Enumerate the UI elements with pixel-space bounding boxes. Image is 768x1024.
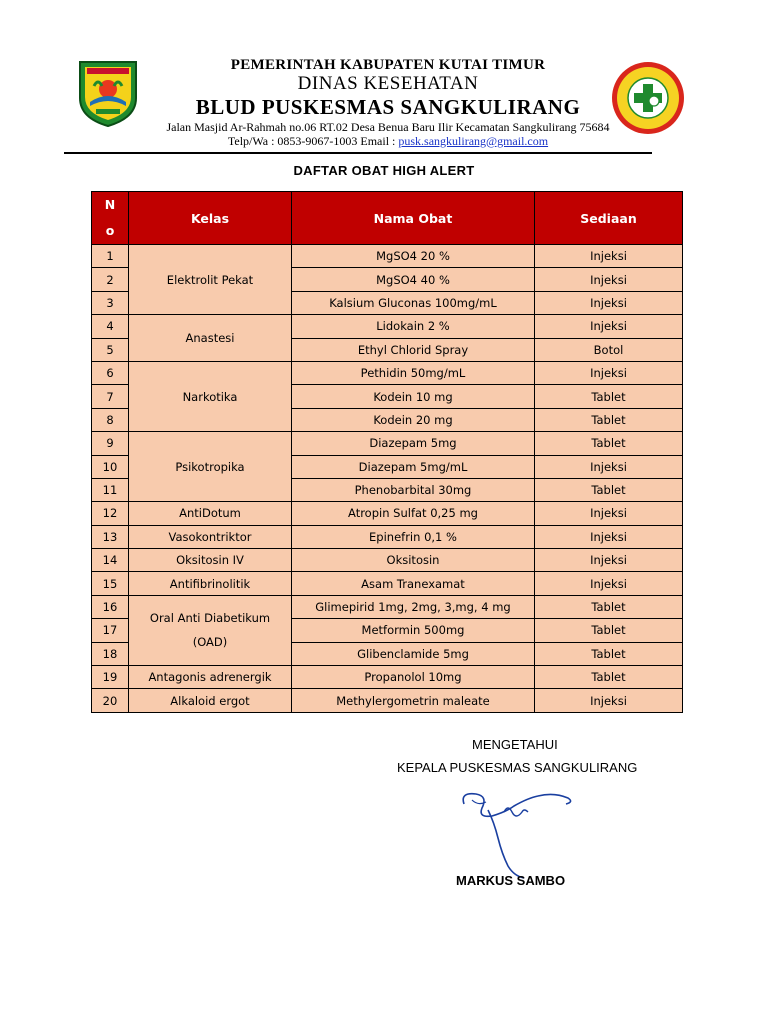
row-number: 5 xyxy=(92,338,129,361)
drug-name: Kodein 20 mg xyxy=(292,408,535,431)
department-name: DINAS KESEHATAN xyxy=(297,73,479,94)
drug-name: Kalsium Gluconas 100mg/mL xyxy=(292,291,535,314)
drug-name: Pethidin 50mg/mL xyxy=(292,361,535,384)
drug-class: Oksitosin IV xyxy=(129,549,292,572)
institution-name: BLUD PUSKESMAS SANGKULIRANG xyxy=(195,95,581,119)
drug-name: Glibenclamide 5mg xyxy=(292,642,535,665)
dosage-form: Injeksi xyxy=(535,245,683,268)
table-row xyxy=(92,549,683,572)
signatory-name: MARKUS SAMBO xyxy=(456,873,566,888)
drug-class: Alkaloid ergot xyxy=(129,689,292,712)
drug-name: Propanolol 10mg xyxy=(292,666,535,689)
dosage-form: Injeksi xyxy=(535,315,683,338)
dosage-form: Tablet xyxy=(535,478,683,501)
puskesmas-logo xyxy=(610,60,686,136)
table-row xyxy=(92,572,683,595)
acknowledgement-label: MENGETAHUI xyxy=(472,737,558,752)
document-title: DAFTAR OBAT HIGH ALERT xyxy=(293,163,475,178)
header-no: N o xyxy=(92,192,129,245)
row-number: 17 xyxy=(92,619,129,642)
dosage-form: Injeksi xyxy=(535,689,683,712)
drug-class: Antifibrinolitik xyxy=(129,572,292,595)
header-kelas: Kelas xyxy=(129,192,292,245)
dosage-form: Tablet xyxy=(535,432,683,455)
row-number: 13 xyxy=(92,525,129,548)
signatory-position: KEPALA PUSKESMAS SANGKULIRANG xyxy=(397,760,638,775)
row-number: 16 xyxy=(92,595,129,618)
drug-name: MgSO4 20 % xyxy=(292,245,535,268)
table-row xyxy=(92,432,683,455)
dosage-form: Injeksi xyxy=(535,455,683,478)
drug-name: Phenobarbital 30mg xyxy=(292,478,535,501)
table-row xyxy=(92,502,683,525)
table-row xyxy=(92,689,683,712)
drug-class: Elektrolit Pekat xyxy=(129,245,292,315)
drug-name: Metformin 500mg xyxy=(292,619,535,642)
row-number: 12 xyxy=(92,502,129,525)
drug-name: Lidokain 2 % xyxy=(292,315,535,338)
drug-name: Atropin Sulfat 0,25 mg xyxy=(292,502,535,525)
row-number: 10 xyxy=(92,455,129,478)
row-number: 3 xyxy=(92,291,129,314)
row-number: 19 xyxy=(92,666,129,689)
drug-class: AntiDotum xyxy=(129,502,292,525)
drug-name: MgSO4 40 % xyxy=(292,268,535,291)
drug-class: Antagonis adrenergik xyxy=(129,666,292,689)
table-row xyxy=(92,315,683,338)
drug-name: Ethyl Chlorid Spray xyxy=(292,338,535,361)
drug-name: Diazepam 5mg/mL xyxy=(292,455,535,478)
drug-class: Oral Anti Diabetikum (OAD) xyxy=(129,595,292,665)
government-name: PEMERINTAH KABUPATEN KUTAI TIMUR xyxy=(230,57,546,73)
letterhead xyxy=(120,56,656,148)
drug-name: Glimepirid 1mg, 2mg, 3,mg, 4 mg xyxy=(292,595,535,618)
row-number: 14 xyxy=(92,549,129,572)
row-number: 7 xyxy=(92,385,129,408)
table-row xyxy=(92,666,683,689)
drug-class: Psikotropika xyxy=(129,432,292,502)
contact-line xyxy=(120,134,656,148)
dosage-form: Botol xyxy=(535,338,683,361)
header-sediaan: Sediaan xyxy=(535,192,683,245)
phone-text: Telp/Wa : 0853-9067-1003 Email : xyxy=(227,134,399,148)
handwritten-signature xyxy=(458,782,578,882)
dosage-form: Tablet xyxy=(535,408,683,431)
email-link[interactable]: pusk.sangkulirang@gmail.com xyxy=(398,134,549,148)
table-row xyxy=(92,361,683,384)
dosage-form: Tablet xyxy=(535,619,683,642)
drug-name: Oksitosin xyxy=(292,549,535,572)
table-row xyxy=(92,525,683,548)
dosage-form: Injeksi xyxy=(535,361,683,384)
table-header-row xyxy=(92,192,683,245)
row-number: 20 xyxy=(92,689,129,712)
row-number: 8 xyxy=(92,408,129,431)
row-number: 1 xyxy=(92,245,129,268)
high-alert-drug-table xyxy=(91,191,683,713)
address: Jalan Masjid Ar-Rahmah no.06 RT.02 Desa Benua Baru Ilir Kecamatan Sangkulirang 75684 xyxy=(166,120,610,134)
drug-name: Methylergometrin maleate xyxy=(292,689,535,712)
row-number: 4 xyxy=(92,315,129,338)
header-nama-obat: Nama Obat xyxy=(292,192,535,245)
drug-name: Kodein 10 mg xyxy=(292,385,535,408)
dosage-form: Tablet xyxy=(535,666,683,689)
drug-class: Narkotika xyxy=(129,361,292,431)
row-number: 6 xyxy=(92,361,129,384)
drug-class: Anastesi xyxy=(129,315,292,362)
dosage-form: Tablet xyxy=(535,385,683,408)
row-number: 18 xyxy=(92,642,129,665)
dosage-form: Injeksi xyxy=(535,502,683,525)
dosage-form: Injeksi xyxy=(535,291,683,314)
row-number: 15 xyxy=(92,572,129,595)
dosage-form: Injeksi xyxy=(535,572,683,595)
drug-class: Vasokontriktor xyxy=(129,525,292,548)
row-number: 2 xyxy=(92,268,129,291)
dosage-form: Tablet xyxy=(535,595,683,618)
dosage-form: Injeksi xyxy=(535,268,683,291)
table-row xyxy=(92,595,683,618)
dosage-form: Tablet xyxy=(535,642,683,665)
drug-name: Asam Tranexamat xyxy=(292,572,535,595)
letterhead-divider xyxy=(64,152,652,154)
dosage-form: Injeksi xyxy=(535,525,683,548)
drug-name: Diazepam 5mg xyxy=(292,432,535,455)
drug-name: Epinefrin 0,1 % xyxy=(292,525,535,548)
row-number: 11 xyxy=(92,478,129,501)
table-row xyxy=(92,245,683,268)
row-number: 9 xyxy=(92,432,129,455)
dosage-form: Injeksi xyxy=(535,549,683,572)
